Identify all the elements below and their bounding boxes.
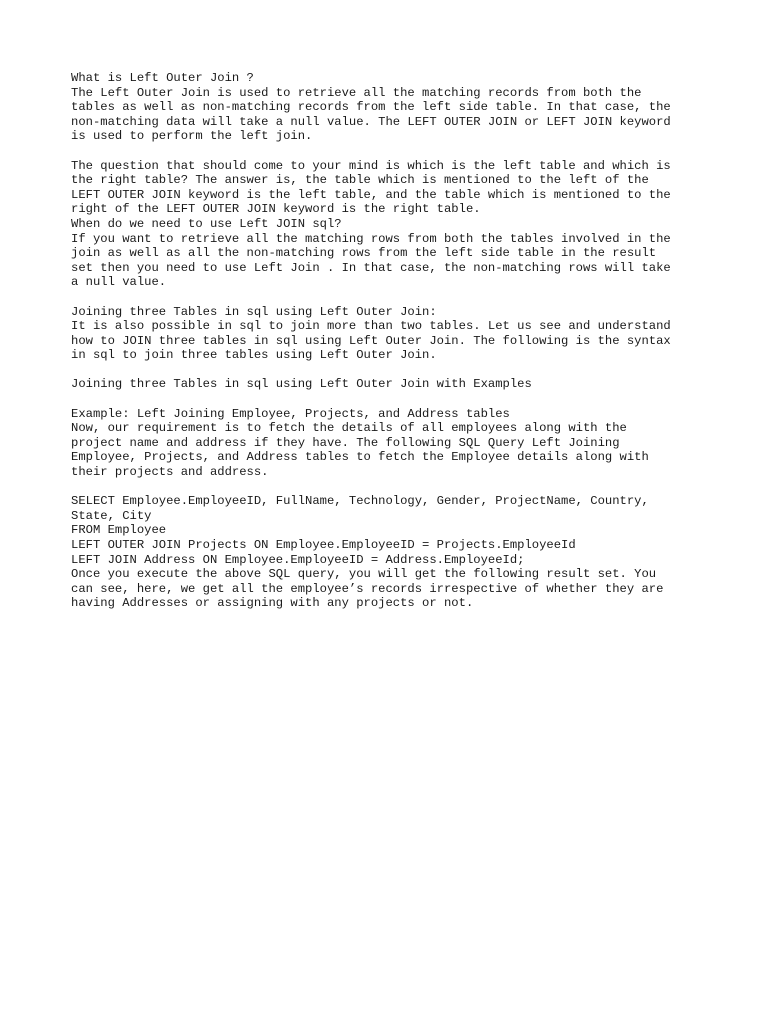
text-line: set then you need to use Left Join . In that case, the non-matching rows will take: [71, 260, 671, 275]
text-line: It is also possible in sql to join more than two tables. Let us see and understand: [71, 319, 671, 334]
text-line: The question that should come to your mind is which is the left table and which is: [71, 158, 671, 173]
blank-line: [71, 363, 711, 378]
text-line: tables as well as non-matching records from the left side table. In that case, the: [71, 100, 671, 115]
text-line: a null value.: [71, 275, 167, 290]
text-line: having Addresses or assigning with any projects or not.: [71, 596, 474, 611]
blank-line: [71, 144, 711, 159]
text-line: is used to perform the left join.: [71, 129, 313, 144]
text-line: LEFT JOIN Address ON Employee.EmployeeID = Address.EmployeeId;: [71, 552, 525, 567]
text-line: Joining three Tables in sql using Left Outer Join:: [71, 304, 437, 319]
text-line: how to JOIN three tables in sql using Left Outer Join. The following is the syntax: [71, 333, 671, 348]
blank-line: [71, 480, 711, 495]
text-line: Example: Left Joining Employee, Projects, and Address tables: [71, 406, 510, 421]
text-line: LEFT OUTER JOIN keyword is the left table, and the table which is mentioned to the: [71, 187, 671, 202]
blank-line: [71, 392, 711, 407]
text-line: the right table? The answer is, the table which is mentioned to the left of the: [71, 173, 649, 188]
text-line: SELECT Employee.EmployeeID, FullName, Technology, Gender, ProjectName, Country,: [71, 494, 649, 509]
text-line: Once you execute the above SQL query, you will get the following result set. You: [71, 567, 657, 582]
text-line: LEFT OUTER JOIN Projects ON Employee.EmployeeID = Projects.EmployeeId: [71, 538, 576, 552]
text-line: project name and address if they have. The following SQL Query Left Joining: [71, 435, 620, 450]
text-line: join as well as all the non-matching rows from the left side table in the result: [71, 246, 657, 261]
text-line: State, City: [71, 508, 152, 523]
text-line: their projects and address.: [71, 465, 269, 480]
document-page: [71, 71, 711, 611]
text-line: If you want to retrieve all the matching rows from both the tables involved in the: [71, 231, 671, 246]
text-line: What is Left Outer Join ?: [71, 71, 254, 85]
text-line: in sql to join three tables using Left Outer Join.: [71, 348, 437, 363]
document-body: [71, 71, 711, 611]
text-line: When do we need to use Left JOIN sql?: [71, 216, 342, 231]
text-line: can see, here, we get all the employee’s records irrespective of whether they are: [71, 581, 664, 596]
text-line: non-matching data will take a null value. The LEFT OUTER JOIN or LEFT JOIN keyword: [71, 114, 671, 129]
blank-line: [71, 290, 711, 305]
text-line: Employee, Projects, and Address tables to fetch the Employee details along with: [71, 450, 649, 465]
text-line: Joining three Tables in sql using Left Outer Join with Examples: [71, 377, 532, 392]
text-line: The Left Outer Join is used to retrieve all the matching records from both the: [71, 85, 642, 100]
text-line: FROM Employee: [71, 523, 167, 538]
text-line: Now, our requirement is to fetch the details of all employees along with the: [71, 421, 627, 436]
text-line: right of the LEFT OUTER JOIN keyword is the right table.: [71, 202, 481, 217]
